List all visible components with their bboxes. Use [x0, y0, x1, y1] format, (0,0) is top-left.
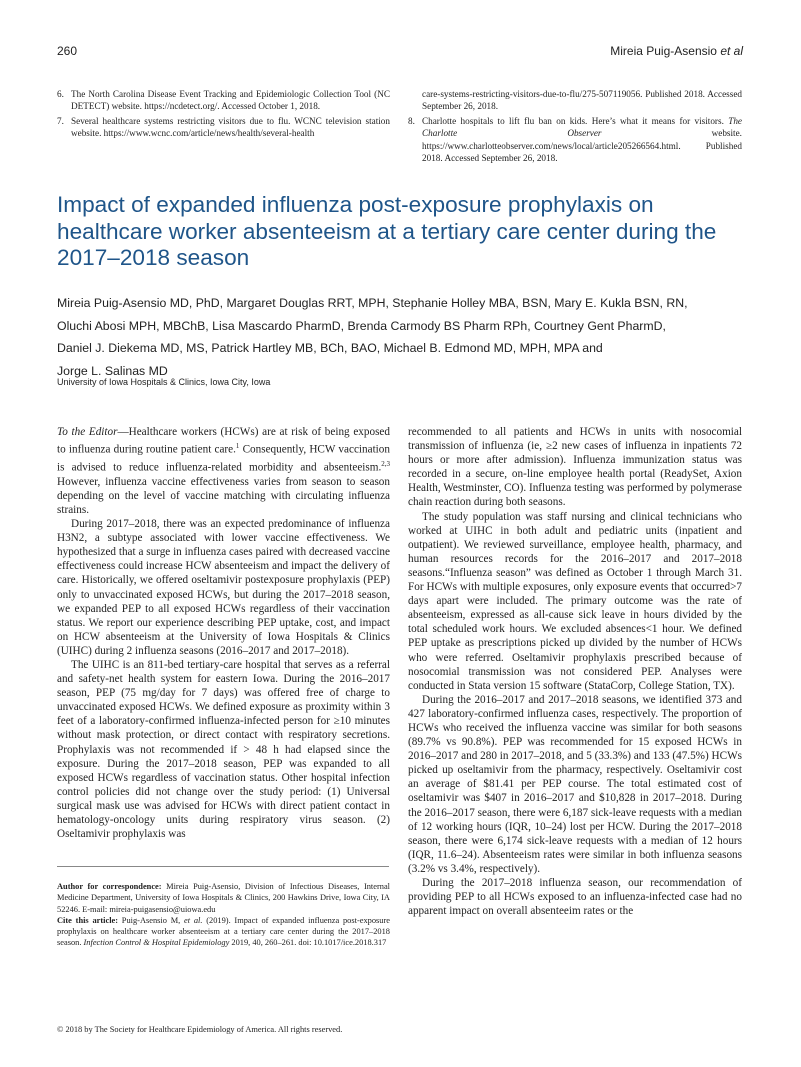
- reference-text: The North Carolina Disease Event Tracking and Epidemiologic Collection Tool (NC DETECT) website. https://ncdetect.org/. Accessed October 1, 2018.: [71, 89, 390, 112]
- correspondence-label: Author for correspondence:: [57, 882, 162, 891]
- reference-journal: The Charlotte Observer: [422, 115, 742, 139]
- reference-item: [408, 115, 742, 165]
- header-author-name: Mireia Puig-Asensio: [610, 44, 717, 58]
- body-paragraph: During the 2017–2018 influenza season, our recommendation of providing PEP to all HCWs exposed to an influenza-infected case had no apparent impact on overall absenteeim rates or the: [408, 877, 742, 918]
- body-column-left: [57, 425, 390, 841]
- citation-ref: 2,3: [381, 459, 390, 468]
- body-paragraph: During 2017–2018, there was an expected predominance of influenza H3N2, a subtype associated with lower vaccine effectiveness. We hypothesized that a surge in influenza cases paired with decreased vaccine effectiveness could increase HCW absenteeism and impact the delivery of care. Historically, we offered oseltamivir postexposure prophylaxis (PEP) only to unvaccinated exposed HCWs, but during the 2017–2018 season, we expanded PEP to all exposed HCWs regardless of their vaccination status. We report our experience describing PEP uptake, cost, and impact on HCW absenteeism at the University of Iowa Hospitals & Clinics (UIHC) during 2 influenza seasons (2016–2017 and 2017–2018).: [57, 518, 390, 657]
- cite-text: (2019). Impact of expanded influenza post-exposure prophylaxis on healthcare worker absenteeism at a tertiary care center during the 2017–2018 season.: [57, 915, 390, 948]
- reference-text: care-systems-restricting-visitors-due-to-flu/275-507119056. Published 2018. Accessed September 26, 2018.: [422, 89, 742, 112]
- correspondence-paragraph: [57, 881, 390, 915]
- reference-text: Charlotte hospitals to lift flu ban on kids. Here’s what it means for visitors.: [422, 115, 729, 126]
- author-line: Jorge L. Salinas MD: [57, 363, 168, 378]
- reference-text: Several healthcare systems restricting visitors due to flu. WCNC television station website. https://www.wcnc.com/article/news/health/several-health: [71, 115, 390, 139]
- cite-label: Cite this article:: [57, 915, 119, 925]
- cite-text: Puig-Asensio M,: [118, 915, 185, 925]
- correspondence-footnote: [57, 881, 390, 949]
- footnote-divider: [57, 866, 389, 867]
- reference-continuation: [408, 88, 742, 113]
- author-line: Mireia Puig-Asensio MD, PhD, Margaret Douglas RRT, MPH, Stephanie Holley MBA, BSN, Mary E. Kukla BSN, RN,: [57, 296, 688, 310]
- body-paragraph: [57, 425, 390, 517]
- header-et-al: et al: [720, 44, 743, 58]
- affiliation: University of Iowa Hospitals & Clinics, Iowa City, Iowa: [57, 377, 271, 387]
- references-right: [408, 88, 742, 166]
- copyright-notice: © 2018 by The Society for Healthcare Epidemiology of America. All rights reserved.: [57, 1025, 343, 1034]
- cite-et-al: et al.: [184, 915, 203, 925]
- correspondence-text: Mireia Puig-Asensio, Division of Infectious Diseases, Internal Medicine Department, University of Iowa Hospitals & Clinics, 200 Hawkins Drive, Iowa City, IA 52246. E-mail: mireia-puigasensio@uiowa.edu: [57, 882, 390, 914]
- reference-number: 8.: [408, 115, 415, 126]
- salutation: To the Editor: [57, 426, 118, 438]
- page-number: 260: [57, 44, 78, 58]
- article-title: Impact of expanded influenza post-exposure prophylaxis on healthcare worker absenteeism at a tertiary care center during the 2017–2018 season: [57, 192, 717, 271]
- reference-text-tail: website. https://www.charlotteobserver.com/news/local/article205266564.html. Published 2018. Accessed September 26, 2018.: [422, 128, 742, 164]
- reference-item: [57, 88, 390, 113]
- author-list: [57, 292, 747, 382]
- body-paragraph: During the 2016–2017 and 2017–2018 seasons, we identified 373 and 427 laboratory-confirmed influenza cases, respectively. The proportion of HCWs who received the influenza vaccine was similar for both seasons (89.7% vs 90.8%). PEP was recommended for 15 exposed HCWs in 2016–2017 and 280 in 2017–2018, and 5 (33.3%) and 133 (47.5%) HCWs picked up oseltamivir from the pharmacy, respectively. Oseltamivir cost an average of $81.41 per PEP course. The total estimated cost of oseltamivir was $407 in 2016–2017 and $10,828 in 2017–2018. During the 2016–2017 season, there were 6,187 sick-leave requests with a median of 12 working hours (IQR, 10–24) lost per HCW. During the 2017–2018 season, there were 6,174 sick-leave requests with a median of 12 hours (IQR, 11.6–24). Absenteeism rates were similar in both influenza seasons (3.2% vs 3.4%, respectively).: [408, 693, 742, 875]
- reference-item: [57, 115, 390, 140]
- body-paragraph: recommended to all patients and HCWs in units with nosocomial transmission of influenza (ie, ≥2 new cases of influenza in inpatients 72 hours or more after admission). Influenza immunization status was recorded in a secure, on-line employee health portal (ReadySet, Axion Health, Westminster, CO). Influenza testing was performed by polymerase chain reaction during both seasons.: [408, 426, 742, 509]
- reference-number: 7.: [57, 115, 64, 126]
- author-line: Oluchi Abosi MPH, MBChB, Lisa Mascardo PharmD, Brenda Carmody BS Pharm RPh, Courtney Gent PharmD,: [57, 318, 666, 333]
- body-column-right: [408, 425, 742, 918]
- author-line: Daniel J. Diekema MD, MS, Patrick Hartley MB, BCh, BAO, Michael B. Edmond MD, MPH, MPA and: [57, 341, 603, 356]
- body-text: However, influenza vaccine effectiveness varies from season to season depending on the level of vaccine matching with circulating influenza strains.: [57, 475, 390, 516]
- body-paragraph: The UIHC is an 811-bed tertiary-care hospital that serves as a referral and safety-net health system for eastern Iowa. During the 2016–2017 season, PEP (75 mg/day for 7 days) was offered free of charge to unvaccinated exposed HCWs. We defined exposure as proximity within 3 feet of a laboratory-confirmed influenza-infected person for ≥10 minutes without mask protection, or direct contact with respiratory secretions. Prophylaxis was not recommended if > 48 h had elapsed since the exposure. During the 2017–2018 season, PEP was expanded to all exposed HCWs regardless of vaccination status. Other hospital infection control policies did not change over the study period: (1) Universal surgical mask use was advised for HCWs with direct patient contact in hematology-oncology units during respiratory virus season. (2) Oseltamivir prophylaxis was: [57, 658, 390, 841]
- body-paragraph: The study population was staff nursing and clinical technicians who worked at UIHC in both adult and pediatric units (inpatient and outpatient). We reviewed surveillance, employee health, pharmacy, and human resources records for the 2016–2017 and 2017–2018 seasons.“Influenza season” was defined as October 1 through March 31. For HCWs with multiple exposures, only exposure events that occurred>7 days apart were included. The primary outcome was the rate of absenteeism, expressed as all-cause sick leave in hours divided by the total scheduled work hours. We excluded absences<1 hour. We defined PEP uptake as prescriptions picked up divided by the number of HCWs who were referred. Oseltamivir prophylaxis prescribed because of nosocomial transmission was not considered PEP. Analyses were conducted in Stata version 15 software (StataCorp, College Station, TX).: [408, 510, 742, 692]
- citation-paragraph: [57, 915, 390, 949]
- body-text: Consequently, HCW vaccination is advised to reduce influenza-related morbidity and absenteeism.: [57, 443, 390, 474]
- citation-ref: 1: [235, 442, 240, 451]
- cite-text: 2019, 40, 260–261. doi: 10.1017/ice.2018.317: [229, 938, 387, 948]
- body-text: —Healthcare workers (HCWs) are at risk of being exposed to influenza during routine patient care.: [57, 426, 390, 456]
- reference-number: 6.: [57, 89, 64, 99]
- cite-journal: Infection Control & Hospital Epidemiology: [83, 938, 230, 948]
- references-left: [57, 88, 390, 142]
- running-header-author: [610, 44, 743, 58]
